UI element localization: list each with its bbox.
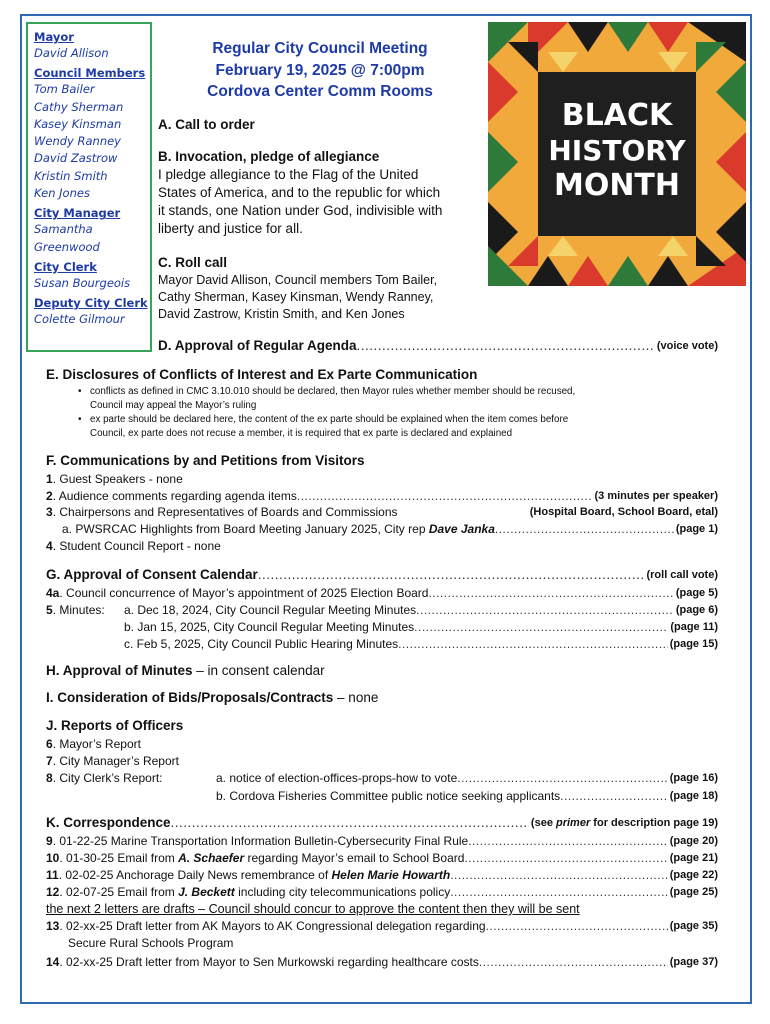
k-item-13-cont: Secure Rural Schools Program <box>68 936 234 950</box>
bullet-line: • ex parte should be declared here, the content of the ex parte should be explained when the item comes before <box>90 414 569 425</box>
section-k-note: for description page 19) <box>590 817 718 829</box>
art-text-black: BLACK <box>561 98 673 133</box>
page-ref: (page 37) <box>669 956 718 968</box>
item-name: A. Schaefer <box>178 851 245 865</box>
bullet-line: Council, ex parte does not recuse a member, it is required that ex parte is declared and explained <box>90 428 513 439</box>
item-text: . Chairpersons and Representatives of Boards and Commissions <box>52 505 398 519</box>
section-f-title: F. Communications by and Petitions from Visitors <box>46 453 365 468</box>
f-item-3a <box>62 521 718 537</box>
page-ref: (page 22) <box>669 869 718 881</box>
section-j-title: J. Reports of Officers <box>46 718 184 733</box>
section-d-title: D. Approval of Regular Agenda <box>158 338 357 353</box>
k-item-14 <box>46 954 718 970</box>
item-text: . Mayor’s Report <box>52 737 141 751</box>
item-text: . City Clerk’s Report: <box>52 771 163 785</box>
item-name: J. Beckett <box>178 885 235 899</box>
section-g-title: G. Approval of Consent Calendar <box>46 567 258 582</box>
section-d-note: (voice vote) <box>656 340 718 352</box>
council-member: Kasey Kinsman <box>34 116 122 131</box>
k-item-10 <box>46 850 718 866</box>
item-number: 4 <box>46 539 53 553</box>
council-member: Kristin Smith <box>34 168 108 183</box>
leader-dots <box>468 833 667 849</box>
f-item-1 <box>46 471 183 487</box>
page-ref: (page 35) <box>669 920 718 932</box>
item-number: 9 <box>46 834 53 848</box>
k-item-11 <box>46 867 718 883</box>
mayor-name: David Allison <box>34 46 109 60</box>
page-ref: (page 21) <box>669 852 718 864</box>
section-h <box>46 662 325 680</box>
page-ref: (page 15) <box>669 638 718 650</box>
page-ref: (page 1) <box>675 523 718 535</box>
pledge-line: States of America, and to the republic for which <box>158 185 441 200</box>
item-note: (3 minutes per speaker) <box>594 490 718 502</box>
item-number: 6 <box>46 737 53 751</box>
section-k-note: (see <box>530 817 556 829</box>
pledge-line: it stands, one Nation under God, indivisible with <box>158 203 443 218</box>
section-d-row <box>158 337 718 355</box>
item-number: 12 <box>46 885 60 899</box>
item-text: . 02-02-25 Anchorage Daily News remembrance of <box>58 868 332 882</box>
black-history-month-graphic <box>488 22 746 286</box>
item-number: 13 <box>46 919 60 933</box>
section-e-title: E. Disclosures of Conflicts of Interest and Ex Parte Communication <box>46 367 478 382</box>
leader-dots <box>258 566 645 584</box>
pledge-text <box>158 166 478 238</box>
item-number: 7 <box>46 754 53 768</box>
item-number: 8 <box>46 771 53 785</box>
page-ref: (page 16) <box>669 772 718 784</box>
roll-call-line: Cathy Sherman, Kasey Kinsman, Wendy Ranney, <box>158 290 434 304</box>
page-ref: (page 18) <box>669 790 718 802</box>
j-item-7 <box>46 753 179 769</box>
item-text: . Audience comments regarding agenda items <box>52 489 297 503</box>
item-name: Dave Janka <box>428 522 495 536</box>
section-i-title: I. Consideration of Bids/Proposals/Contracts <box>46 690 334 705</box>
leader-dots <box>560 788 668 804</box>
meeting-title <box>160 38 480 103</box>
page-ref: (page 25) <box>669 886 718 898</box>
item-note: (Hospital Board, School Board, etal) <box>529 506 718 518</box>
section-i <box>46 689 378 707</box>
minutes-b: b. Jan 15, 2025, City Council Regular Meeting Minutes <box>124 620 415 634</box>
title-line-3: Cordova Center Comm Rooms <box>207 83 433 100</box>
item-text: . City Manager’s Report <box>52 754 179 768</box>
manager-heading: City Manager <box>34 206 121 221</box>
minutes-a: a. Dec 18, 2024, City Council Regular Meeting Minutes <box>124 603 417 617</box>
section-g-note: (roll call vote) <box>646 569 718 581</box>
page-ref: (page 11) <box>670 621 718 633</box>
item-text: . Student Council Report - none <box>52 539 221 553</box>
item-text: . 01-22-25 Marine Transportation Information Bulletin-Cybersecurity Final Rule <box>52 834 469 848</box>
j-item-6 <box>46 736 141 752</box>
report-b: b. Cordova Fisheries Committee public notice seeking applicants <box>216 789 561 803</box>
k-item-9 <box>46 833 718 849</box>
section-g-row <box>46 566 718 584</box>
council-member: David Zastrow <box>34 151 118 166</box>
art-text-history: HISTORY <box>548 134 686 167</box>
leader-dots <box>416 602 674 618</box>
item-text: . Council concurrence of Mayor’s appointment of 2025 Election Board <box>59 586 429 600</box>
item-text: regarding Mayor’s email to School Board <box>244 851 465 865</box>
section-c-title: C. Roll call <box>158 255 228 270</box>
item-text: . 02-xx-25 Draft letter from AK Mayors to AK Congressional delegation regarding <box>59 919 486 933</box>
section-k-row <box>46 814 718 832</box>
council-member: Ken Jones <box>34 186 90 201</box>
bullet-line: • conflicts as defined in CMC 3.10.010 should be declared, then Mayor rules whether member should be recused, <box>90 386 576 397</box>
roll-call-line: David Zastrow, Kristin Smith, and Ken Jones <box>158 307 405 321</box>
mayor-heading: Mayor <box>34 30 74 44</box>
f-item-3 <box>46 504 718 520</box>
section-k-title: K. Correspondence <box>46 815 171 830</box>
g-item-5c <box>124 636 718 652</box>
item-number: 3 <box>46 505 53 519</box>
page-ref: (page 20) <box>669 835 718 847</box>
leader-dots <box>457 770 667 786</box>
leader-dots <box>495 521 674 537</box>
manager-name: Samantha <box>34 222 93 237</box>
disclosure-bullets <box>78 385 718 441</box>
section-a-title: A. Call to order <box>158 117 255 132</box>
item-text: . Minutes: <box>52 603 105 617</box>
leader-dots <box>450 884 667 900</box>
roll-call-text <box>158 272 483 323</box>
report-a: a. notice of election-offices-props-how to vote <box>216 771 458 785</box>
section-k-note-em: primer <box>556 817 591 829</box>
bullet-line: Council may appeal the Mayor’s ruling <box>90 400 257 411</box>
item-number: 2 <box>46 489 53 503</box>
item-text: . 01-30-25 Email from <box>59 851 179 865</box>
g-item-5b <box>124 619 718 635</box>
council-member: Tom Bailer <box>34 82 95 97</box>
leader-dots <box>414 619 668 635</box>
f-item-4 <box>46 538 221 554</box>
section-i-note: – none <box>333 690 379 705</box>
pledge-line: liberty and justice for all. <box>158 221 303 236</box>
leader-dots <box>297 488 593 504</box>
leader-dots <box>450 867 668 883</box>
page-ref: (page 5) <box>675 587 718 599</box>
leader-dots <box>479 954 668 970</box>
g-item-5a <box>46 602 718 618</box>
item-number: 1 <box>46 472 53 486</box>
council-heading: Council Members <box>34 66 146 81</box>
item-text: . Guest Speakers - none <box>52 472 183 486</box>
k-item-13 <box>46 918 718 934</box>
item-text: including city telecommunications policy <box>234 885 451 899</box>
art-text-month: MONTH <box>553 168 681 203</box>
pledge-line: I pledge allegiance to the Flag of the United <box>158 167 419 182</box>
minutes-c: c. Feb 5, 2025, City Council Public Hearing Minutes <box>124 637 399 651</box>
item-number: 5 <box>46 603 53 617</box>
page-ref: (page 6) <box>675 604 718 616</box>
deputy-clerk-name: Colette Gilmour <box>34 312 125 327</box>
item-text: . 02-07-25 Email from <box>59 885 179 899</box>
leader-dots <box>398 636 668 652</box>
k-item-12 <box>46 884 718 900</box>
f-item-2 <box>46 488 718 504</box>
g-item-4a <box>46 585 718 601</box>
item-text: . 02-xx-25 Draft letter from Mayor to Sen Murkowski regarding healthcare costs <box>59 955 479 969</box>
clerk-heading: City Clerk <box>34 259 97 274</box>
section-h-note: – in consent calendar <box>192 663 325 678</box>
officials-sidebar <box>26 22 152 352</box>
clerk-name: Susan Bourgeois <box>34 275 131 290</box>
deputy-clerk-heading: Deputy City Clerk <box>34 296 148 311</box>
leader-dots <box>464 850 667 866</box>
council-member: Cathy Sherman <box>34 99 124 114</box>
title-line-2: February 19, 2025 @ 7:00pm <box>215 61 425 79</box>
leader-dots <box>428 585 673 601</box>
item-text: a. PWSRCAC Highlights from Board Meeting January 2025, City rep <box>62 522 429 536</box>
item-number: 4a <box>46 586 60 600</box>
roll-call-line: Mayor David Allison, Council members Tom Bailer, <box>158 273 438 287</box>
leader-dots <box>171 814 529 832</box>
bullet-item <box>78 413 718 441</box>
council-member: Wendy Ranney <box>34 134 121 149</box>
manager-name: Greenwood <box>34 239 100 254</box>
item-number: 10 <box>46 851 60 865</box>
title-line-1: Regular City Council Meeting <box>212 40 428 57</box>
bullet-item <box>78 385 718 413</box>
j-item-8a <box>46 770 718 786</box>
section-b-title: B. Invocation, pledge of allegiance <box>158 149 380 164</box>
draft-letters-note: the next 2 letters are drafts – Council should concur to approve the content then they will be sent <box>46 902 580 916</box>
j-item-8b <box>216 788 718 804</box>
item-name: Helen Marie Howarth <box>331 868 451 882</box>
leader-dots <box>357 337 655 355</box>
leader-dots <box>486 918 668 934</box>
item-number: 14 <box>46 955 60 969</box>
item-number: 11 <box>46 868 59 882</box>
section-h-title: H. Approval of Minutes <box>46 663 193 678</box>
